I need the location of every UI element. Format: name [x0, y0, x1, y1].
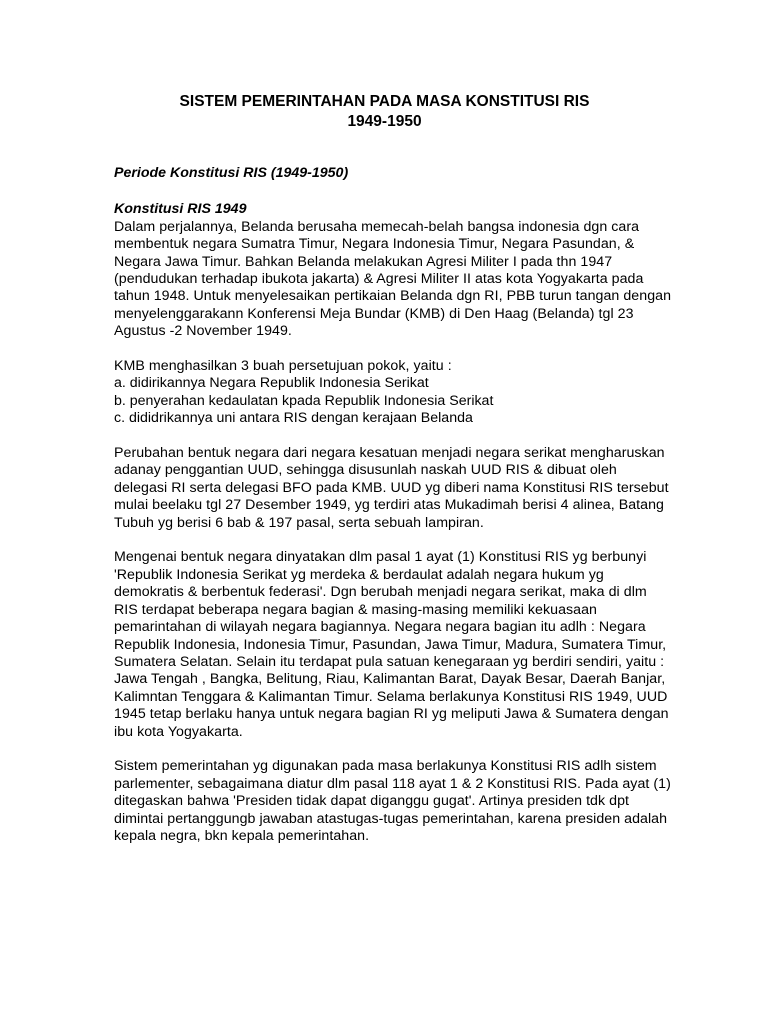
- title-line-1: SISTEM PEMERINTAHAN PADA MASA KONSTITUSI RIS: [179, 93, 590, 110]
- spacer: [114, 428, 674, 445]
- title-line-2: 1949-1950: [347, 113, 422, 130]
- spacer: [114, 741, 674, 758]
- list-item: c. dididrikannya uni antara RIS dengan kerajaan Belanda: [114, 410, 473, 427]
- paragraph-3: Perubahan bentuk negara dari negara kesatuan menjadi negara serikat mengharuskan adanay penggantian UUD, sehingga disusunlah naskah UUD RIS & dibuat oleh delegasi RI serta delegasi BFO pada KMB. UUD yg diberi nama Konstitusi RIS tersebut mulai beelaku tgl 27 Desember 1949, yg terdiri atas Mukadimah berisi 4 alinea, Batang Tubuh yg berisi 6 bab & 197 pasal, serta sebuah lampiran.: [114, 445, 669, 531]
- spacer: [114, 182, 674, 201]
- paragraph-5: Sistem pemerintahan yg digunakan pada masa berlakunya Konstitusi RIS adlh sistem parlementer, sebagaimana diatur dlm pasal 118 ayat 1 & 2 Konstitusi RIS. Pada ayat (1) ditegaskan bahwa 'Presiden tidak dapat diganggu gugat'. Artinya presiden tdk dpt dimintai pertanggungb jawaban atastugas-tugas pemerintahan, karena presiden adalah kepala negra, bkn kepala pemerintahan.: [114, 758, 671, 844]
- document-body: [114, 165, 674, 845]
- spacer: [114, 341, 674, 358]
- spacer: [114, 532, 674, 549]
- list-item: b. penyerahan kedaulatan kpada Republik Indonesia Serikat: [114, 392, 494, 409]
- kmb-list: [114, 375, 674, 427]
- section-heading: Konstitusi RIS 1949: [114, 201, 247, 218]
- paragraph-1: Dalam perjalannya, Belanda berusaha memecah-belah bangsa indonesia dgn cara membentuk negara Sumatra Timur, Negara Indonesia Timur, Negara Pasundan, & Negara Jawa Timur. Bahkan Belanda melakukan Agresi Militer I pada thn 1947 (pendudukan terhadap ibukota jakarta) & Agresi Militer II atas kota Yogyakarta pada tahun 1948. Untuk menyelesaikan pertikaian Belanda dgn RI, PBB turun tangan dengan menyelenggarakann Konferensi Meja Bundar (KMB) di Den Haag (Belanda) tgl 23 Agustus -2 November 1949.: [114, 218, 672, 340]
- paragraph-4: Mengenai bentuk negara dinyatakan dlm pasal 1 ayat (1) Konstitusi RIS yg berbunyi 'Republik Indonesia Serikat yg merdeka & berdaulat adalah negara hukum yg demokratis & berbentuk federasi'. Dgn berubah menjadi negara serikat, maka di dlm RIS terdapat beberapa negara bagian & masing-masing memiliki kekuasaan pemarintahan di wilayah negara bagiannya. Negara negara bagian itu adlh : Negara Republik Indonesia, Indonesia Timur, Pasundan, Jawa Timur, Madura, Sumatera Timur, Sumatera Selatan. Selain itu terdapat pula satuan kenegaraan yg berdiri sendiri, yaitu : Jawa Tengah , Bangka, Belitung, Riau, Kalimantan Barat, Dayak Besar, Daerah Banjar, Kalimntan Tenggara & Kalimantan Timur. Selama berlakunya Konstitusi RIS 1949, UUD 1945 tetap berlaku hanya untuk negara bagian RI yg meliputi Jawa & Sumatera dengan ibu kota Yogyakarta.: [114, 549, 669, 740]
- document-title: [114, 92, 655, 132]
- kmb-intro: KMB menghasilkan 3 buah persetujuan pokok, yaitu :: [114, 358, 452, 375]
- period-heading: Periode Konstitusi RIS (1949-1950): [114, 165, 349, 181]
- list-item: a. didirikannya Negara Republik Indonesia Serikat: [114, 375, 429, 392]
